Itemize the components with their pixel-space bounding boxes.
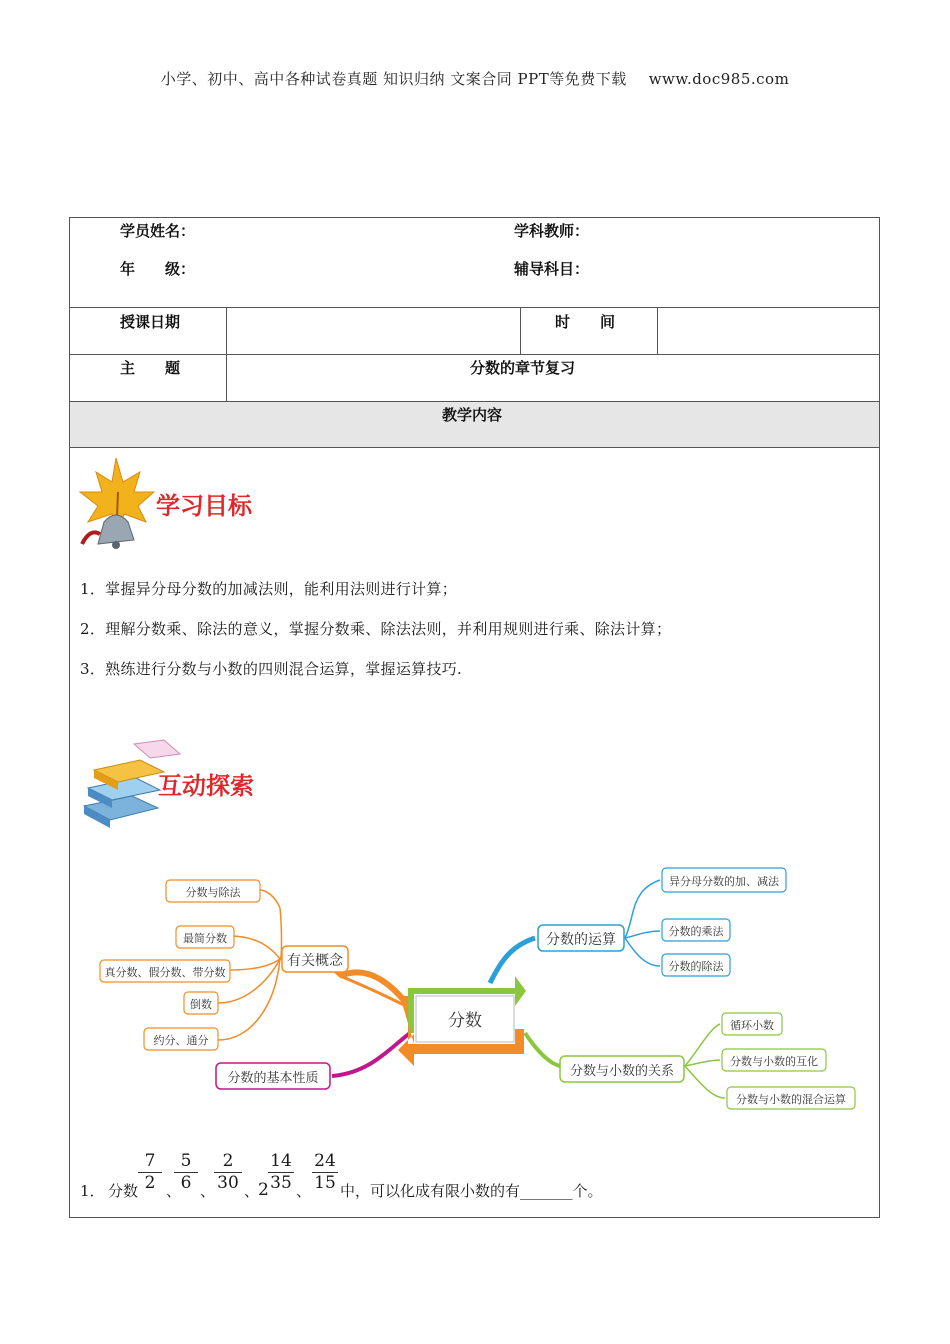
fraction	[214, 1150, 242, 1193]
property-label: 分数的基本性质	[227, 1071, 319, 1086]
numerator: 24	[312, 1150, 338, 1173]
time-label: 时 间	[555, 313, 616, 331]
topic-label: 主 题	[120, 359, 181, 377]
date-label: 授课日期	[120, 313, 181, 331]
fraction	[174, 1150, 198, 1193]
separator: 、	[244, 1182, 260, 1200]
relation-label: 分数与小数的关系	[569, 1064, 675, 1079]
operation-item-label: 异分母分数的加、减法	[669, 875, 779, 888]
subject-label: 辅导科目：	[514, 260, 590, 278]
fraction	[312, 1150, 338, 1193]
numerator: 14	[268, 1150, 294, 1173]
relation-item-label: 分数与小数的互化	[730, 1055, 818, 1068]
explore-title: 互动探索	[158, 772, 254, 800]
fraction	[268, 1150, 294, 1193]
concept-item-label: 真分数、假分数、带分数	[104, 966, 226, 979]
mind-map	[70, 218, 879, 1217]
numerator: 5	[174, 1150, 198, 1173]
lesson-table	[69, 217, 880, 1218]
numerator: 7	[138, 1150, 162, 1173]
denominator: 15	[314, 1173, 336, 1193]
topic-value: 分数的章节复习	[470, 359, 576, 377]
question-number: 1．	[80, 1182, 105, 1200]
operation-item-label: 分数的除法	[668, 960, 724, 973]
numerator: 2	[214, 1150, 242, 1173]
denominator: 2	[144, 1173, 156, 1193]
teacher-label: 学科教师：	[514, 222, 590, 240]
content-label: 教学内容	[442, 406, 503, 424]
mixed-whole: 2	[258, 1180, 269, 1200]
separator: 、	[166, 1182, 182, 1200]
concept-item-label: 倒数	[190, 998, 212, 1011]
question-tail: 中，可以化成有限小数的有_______个。	[340, 1182, 603, 1200]
goals-title: 学习目标	[156, 492, 252, 520]
relation-item-label: 分数与小数的混合运算	[736, 1093, 846, 1106]
operation-item-label: 分数的乘法	[668, 925, 724, 938]
concept-item-label: 最简分数	[183, 932, 227, 945]
header-text: 小学、初中、高中各种试卷真题 知识归纳 文案合同 PPT等免费下载	[160, 70, 627, 88]
concepts-label: 有关概念	[287, 953, 343, 969]
denominator: 35	[270, 1173, 292, 1193]
denominator: 6	[180, 1173, 192, 1193]
page-header	[0, 68, 950, 89]
question-1	[80, 1180, 105, 1201]
student-label: 学员姓名：	[120, 222, 196, 240]
concept-item-label: 分数与除法	[185, 886, 241, 899]
relation-item-label: 循环小数	[730, 1019, 774, 1032]
separator: 、	[200, 1182, 216, 1200]
denominator: 30	[217, 1173, 239, 1193]
goal-item: 1．掌握异分母分数的加减法则，能利用法则进行计算；	[80, 580, 458, 598]
goal-item: 2．理解分数乘、除法的意义，掌握分数乘、除法法则，并利用规则进行乘、除法计算；	[80, 620, 672, 638]
grade-label: 年 级：	[120, 260, 196, 278]
concept-item-label: 约分、通分	[153, 1034, 209, 1047]
question-lead: 分数	[108, 1182, 139, 1200]
goal-item: 3．熟练进行分数与小数的四则混合运算，掌握运算技巧.	[80, 660, 463, 678]
header-site: www.doc985.com	[648, 70, 790, 88]
center-label: 分数	[448, 1011, 482, 1031]
center-node	[398, 976, 526, 1066]
fraction	[138, 1150, 162, 1193]
separator: 、	[296, 1182, 312, 1200]
operations-label: 分数的运算	[546, 932, 616, 948]
